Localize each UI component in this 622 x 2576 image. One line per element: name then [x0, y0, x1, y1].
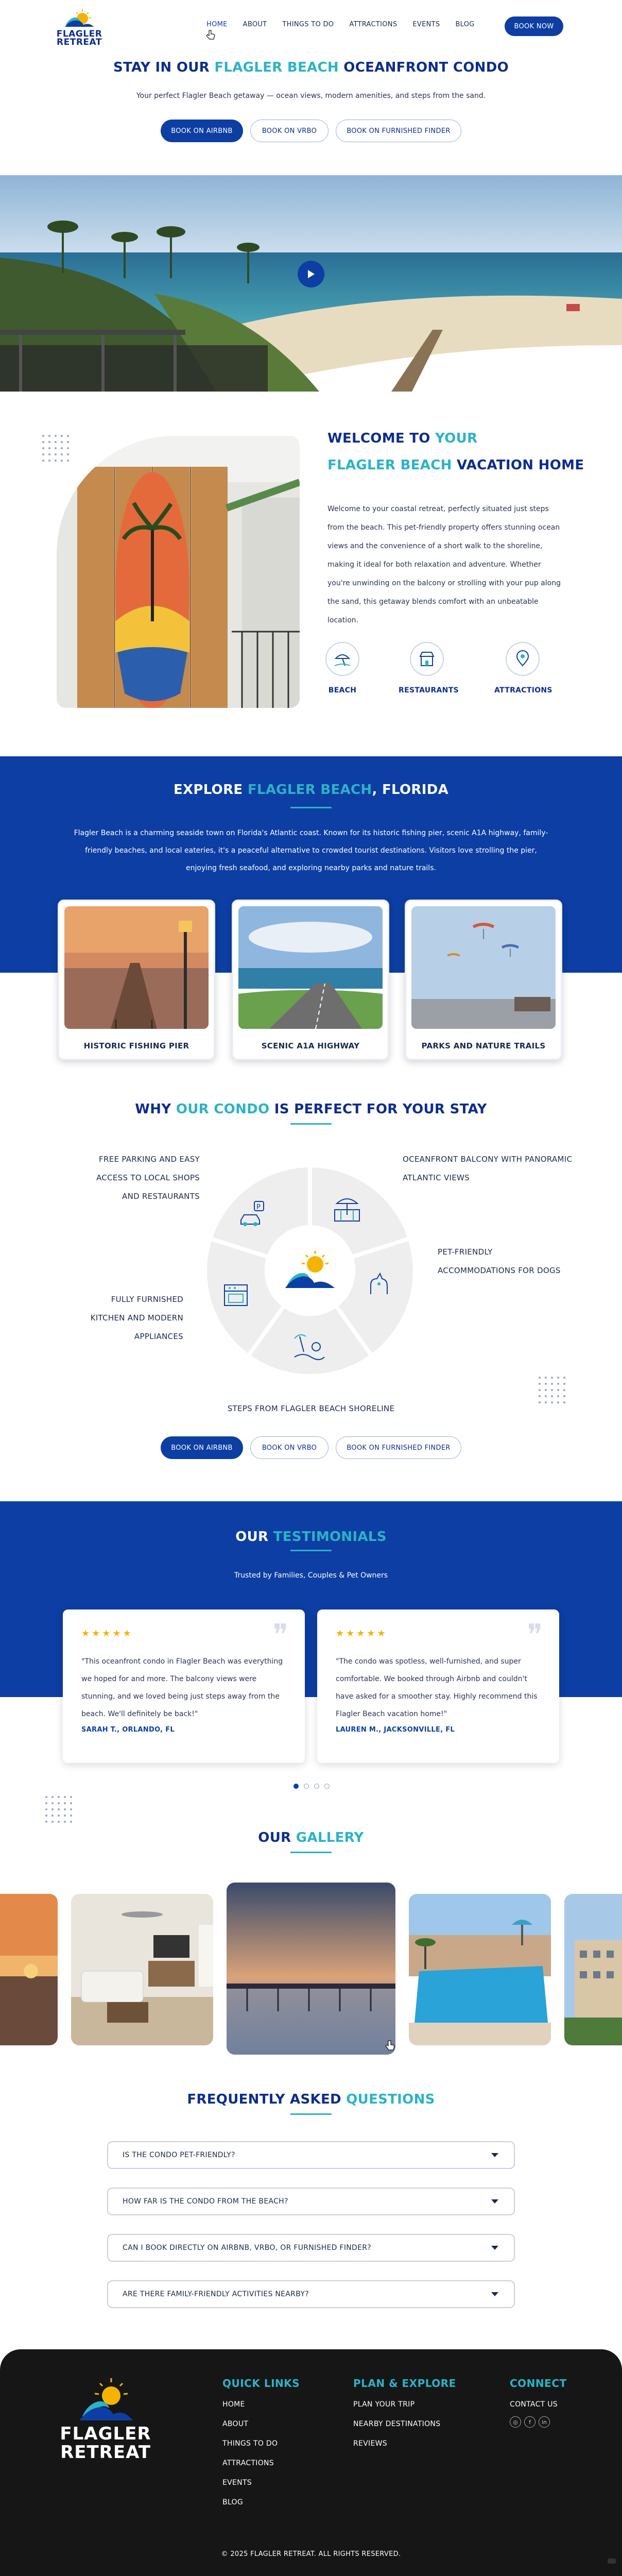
parking-car-icon: [238, 1200, 267, 1229]
logo-line-2: RETREAT: [57, 37, 102, 47]
sun-wave-center-icon: [283, 1249, 337, 1290]
testimonials-title-part-1: OUR: [235, 1529, 273, 1545]
restaurants-icon-circle: [410, 642, 444, 676]
nav-blog[interactable]: BLOG: [455, 21, 475, 28]
explore-title-part-1: EXPLORE: [173, 782, 248, 798]
footer-link-things-to-do[interactable]: THINGS TO DO: [222, 2439, 278, 2448]
testimonial-card-1: [63, 1609, 305, 1763]
gallery-image-sunset[interactable]: [0, 1894, 58, 2045]
footer-logo-line-2: RETREAT: [60, 2442, 151, 2463]
pagination-dot[interactable]: [324, 1784, 330, 1789]
why-booking-buttons: [0, 1436, 622, 1459]
why-book-airbnb-button[interactable]: BOOK ON AIRBNB: [161, 1436, 243, 1459]
card-fishing-pier[interactable]: [58, 900, 215, 1060]
fishing-pier-image: [64, 906, 209, 1029]
sunset-photo: [0, 1894, 58, 2045]
dot-pattern-decoration-3: [44, 1795, 77, 1828]
footer-link-attractions[interactable]: ATTRACTIONS: [222, 2459, 274, 2467]
rating-stars: ★★★★★: [336, 1628, 388, 1639]
beach-shoreline-icon: [292, 1331, 325, 1362]
book-airbnb-button[interactable]: BOOK ON AIRBNB: [161, 120, 243, 142]
why-title-part-2: OUR CONDO: [176, 1101, 270, 1117]
testimonial-author: SARAH T., ORLANDO, FL: [81, 1726, 175, 1734]
feature-kitchen: FULLY FURNISHED KITCHEN AND MODERN APPLIANCES: [90, 1295, 183, 1341]
gallery-image-pier-sunrise[interactable]: [227, 1883, 395, 2055]
gallery-title-underline: [290, 1852, 332, 1853]
logo-line-1: FLAGLER: [56, 29, 102, 39]
faq-title-underline: [290, 2113, 332, 2115]
facebook-icon[interactable]: f: [524, 2416, 535, 2428]
gallery-image-building[interactable]: [564, 1894, 622, 2045]
dog-icon: [365, 1269, 393, 1298]
social-links: [510, 2416, 567, 2428]
faq-question: ARE THERE FAMILY-FRIENDLY ACTIVITIES NEARBY?: [123, 2290, 309, 2298]
footer-quick-links: [222, 2377, 300, 2512]
why-title-underline: [290, 1123, 332, 1125]
site-logo[interactable]: [49, 7, 109, 46]
pagination-dot-active[interactable]: [293, 1784, 299, 1789]
hero-title: [0, 60, 622, 75]
explore-title-part-3: , FLORIDA: [372, 782, 448, 798]
sun-wave-logo-icon: [63, 7, 96, 28]
welcome-title-part-2: YOUR: [435, 431, 478, 446]
why-title-part-1: WHY: [135, 1101, 176, 1117]
pier-sunrise-photo: [227, 1883, 395, 2055]
hero-booking-buttons: [0, 120, 622, 142]
amenity-beach: [314, 642, 371, 694]
gallery-title-part-2: GALLERY: [296, 1830, 364, 1845]
amenity-attractions-label: ATTRACTIONS: [494, 686, 552, 694]
footer-logo-line-1: FLAGLER: [60, 2424, 151, 2444]
faq-title-part-1: FREQUENTLY ASKED: [187, 2092, 347, 2107]
hand-cursor-icon: [385, 2040, 395, 2052]
welcome-body: Welcome to your coastal retreat, perfectly situated just steps from the beach. This pet-friendly property offers stunning ocean views and the convenience of a short walk to the shoreline, making it ideal for both relaxation and adventure. Whether you're unwinding on the balcony or strolling with your pup along the sand, this getaway blends comfort with an unbeatable location.: [327, 505, 561, 624]
faq-question: CAN I BOOK DIRECTLY ON AIRBNB, VRBO, OR FURNISHED FINDER?: [123, 2244, 372, 2252]
linkedin-icon[interactable]: in: [539, 2416, 550, 2428]
faq-question: HOW FAR IS THE CONDO FROM THE BEACH?: [123, 2197, 288, 2206]
footer-link-home[interactable]: HOME: [222, 2400, 245, 2409]
card-parks-trails[interactable]: [405, 900, 562, 1060]
hero-title-part-1: STAY IN OUR: [113, 60, 215, 75]
main-nav: [199, 21, 482, 28]
testimonials-title: [0, 1529, 622, 1545]
footer-logo[interactable]: [51, 2375, 160, 2462]
caret-down-icon: [491, 2292, 498, 2296]
footer-link-about[interactable]: ABOUT: [222, 2420, 249, 2428]
location-pin-icon: [514, 650, 531, 668]
welcome-title-line-1: [327, 431, 477, 446]
explore-title: [0, 782, 622, 798]
amenity-attractions: [494, 642, 551, 694]
footer-link-events[interactable]: EVENTS: [222, 2479, 252, 2487]
caret-down-icon: [491, 2199, 498, 2204]
welcome-title-part-3: FLAGLER BEACH: [327, 457, 452, 473]
a1a-highway-image: [238, 906, 383, 1029]
surfboard-photo: [57, 436, 300, 708]
amenity-restaurants-label: RESTAURANTS: [399, 686, 459, 694]
card-parks-trails-label: PARKS AND NATURE TRAILS: [421, 1041, 546, 1050]
faq-item-distance[interactable]: [107, 2188, 515, 2215]
why-title: [0, 1101, 622, 1117]
feature-balcony: OCEANFRONT BALCONY WITH PANORAMIC ATLANTIC VIEWS: [403, 1155, 573, 1182]
hero-title-part-2: FLAGLER BEACH: [214, 60, 339, 75]
parks-trails-image: [411, 906, 556, 1029]
pool-photo: [409, 1894, 551, 2045]
gallery-image-pool[interactable]: [409, 1894, 551, 2045]
faq-item-booking[interactable]: [107, 2234, 515, 2262]
explore-body: Flagler Beach is a charming seaside town on Florida's Atlantic coast. Known for its historic fishing pier, scenic A1A highway, family-friendly beaches, and local eateries, it's a peaceful alternative to crowded tourist destinations. Visitors love strolling the pier, enjoying fresh seafood, and exploring nearby parks and nature trails.: [74, 829, 548, 872]
footer-link-plan-trip[interactable]: PLAN YOUR TRIP: [353, 2400, 415, 2409]
rating-stars: ★★★★★: [81, 1628, 133, 1639]
balcony-umbrella-icon: [332, 1194, 362, 1225]
faq-item-activities[interactable]: [107, 2280, 515, 2308]
gallery-title-part-1: OUR: [258, 1830, 296, 1845]
footer-link-blog[interactable]: BLOG: [222, 2498, 243, 2506]
hero-beach-image: [0, 175, 622, 392]
faq-item-pets[interactable]: [107, 2141, 515, 2169]
svg-text:P: P: [256, 1204, 261, 1211]
feature-parking: FREE PARKING AND EASY ACCESS TO LOCAL SHOPS AND RESTAURANTS: [96, 1155, 200, 1201]
hero-title-part-3: OCEANFRONT CONDO: [338, 60, 509, 75]
nav-things-to-do[interactable]: THINGS TO DO: [282, 21, 334, 28]
explore-title-underline: [290, 807, 332, 808]
testimonial-quote: "The condo was spotless, well-furnished, and super comfortable. We booked through Airbnb and couldn't have asked for a smoother stay. Highly recommend this Flagler Beach vacation home!": [336, 1657, 538, 1718]
dot-pattern-decoration: [41, 434, 74, 467]
faq-title: [0, 2092, 622, 2107]
testimonial-author: LAUREN M., JACKSONVILLE, FL: [336, 1726, 455, 1734]
testimonials-title-underline: [290, 1550, 332, 1551]
why-book-vrbo-button[interactable]: BOOK ON VRBO: [250, 1436, 329, 1459]
hero-subtitle: Your perfect Flagler Beach getaway — ocean views, modern amenities, and steps from the sand.: [136, 92, 486, 100]
fishing-pier-photo: [64, 906, 209, 1029]
testimonials-subtitle: Trusted by Families, Couples & Pet Owners: [234, 1571, 388, 1580]
nav-attractions[interactable]: ATTRACTIONS: [349, 21, 398, 28]
pagination-dot[interactable]: [314, 1784, 319, 1789]
dot-pattern-decoration-2: [538, 1376, 571, 1409]
why-book-furnished-finder-button[interactable]: BOOK ON FURNISHED FINDER: [336, 1436, 461, 1459]
amenity-beach-label: BEACH: [328, 686, 357, 694]
nav-about[interactable]: ABOUT: [243, 21, 267, 28]
beach-umbrella-icon: [334, 650, 351, 668]
scroll-to-top-badge[interactable]: [608, 2558, 616, 2564]
instagram-icon[interactable]: ◎: [510, 2416, 521, 2428]
feature-pets: PET-FRIENDLY ACCOMMODATIONS FOR DOGS: [438, 1247, 561, 1275]
pagination-dot[interactable]: [304, 1784, 309, 1789]
explore-title-part-2: FLAGLER BEACH: [247, 782, 372, 798]
plan-explore-heading: PLAN & EXPLORE: [353, 2377, 456, 2389]
quick-links-heading: QUICK LINKS: [222, 2377, 300, 2389]
testimonial-card-2: [317, 1609, 559, 1763]
nav-home[interactable]: HOME: [206, 21, 228, 28]
welcome-title-line-2: [327, 457, 584, 473]
attractions-icon-circle: [506, 642, 540, 676]
card-a1a-highway-label: SCENIC A1A HIGHWAY: [261, 1041, 360, 1050]
feature-shoreline: STEPS FROM FLAGLER BEACH SHORELINE: [227, 1404, 395, 1413]
why-title-part-3: IS PERFECT FOR YOUR STAY: [269, 1101, 487, 1117]
play-video-button[interactable]: [298, 261, 324, 287]
book-furnished-finder-button[interactable]: BOOK ON FURNISHED FINDER: [336, 120, 461, 142]
quote-mark-icon: ❞: [527, 1618, 543, 1652]
gallery-image-living-room[interactable]: [71, 1894, 213, 2045]
hand-cursor-icon: [206, 30, 215, 40]
card-a1a-highway[interactable]: [232, 900, 389, 1060]
caret-down-icon: [491, 2246, 498, 2250]
a1a-highway-photo: [238, 906, 383, 1029]
nav-events[interactable]: EVENTS: [412, 21, 440, 28]
testimonials-title-part-2: TESTIMONIALS: [273, 1529, 387, 1545]
testimonial-pagination: [293, 1784, 330, 1789]
gallery-title: [0, 1830, 622, 1845]
footer-sun-wave-logo-icon: [77, 2375, 134, 2422]
footer-connect: [510, 2377, 567, 2428]
welcome-title-part-1: WELCOME TO: [327, 431, 436, 446]
kitchen-appliance-icon: [221, 1280, 250, 1309]
book-vrbo-button[interactable]: BOOK ON VRBO: [250, 120, 329, 142]
footer-link-nearby[interactable]: NEARBY DESTINATIONS: [353, 2420, 441, 2428]
parks-trails-photo: [411, 906, 556, 1029]
connect-heading: CONNECT: [510, 2377, 567, 2389]
surfboard-image: [57, 436, 300, 708]
site-header: [0, 0, 622, 54]
caret-down-icon: [491, 2153, 498, 2157]
features-wheel: [201, 1161, 419, 1380]
footer-plan-explore: [353, 2377, 456, 2453]
faq-title-part-2: QUESTIONS: [346, 2092, 435, 2107]
beach-icon-circle: [325, 642, 359, 676]
copyright-text: © 2025 FLAGLER RETREAT. ALL RIGHTS RESERVED.: [221, 2550, 401, 2558]
building-photo: [564, 1894, 622, 2045]
footer-link-reviews[interactable]: REVIEWS: [353, 2439, 387, 2448]
welcome-title-part-4: VACATION HOME: [452, 457, 584, 473]
amenity-restaurants: [399, 642, 459, 694]
play-icon: [306, 269, 316, 279]
book-now-button[interactable]: BOOK NOW: [505, 16, 563, 36]
testimonial-quote: "This oceanfront condo in Flagler Beach was everything we hoped for and more. The balcony views were stunning, and we loved being just steps away from the beach. We'll definitely be back!": [81, 1657, 283, 1718]
faq-question: IS THE CONDO PET-FRIENDLY?: [123, 2151, 235, 2159]
footer-link-contact[interactable]: CONTACT US: [510, 2400, 558, 2409]
card-fishing-pier-label: HISTORIC FISHING PIER: [83, 1041, 189, 1050]
restaurant-storefront-icon: [418, 650, 436, 668]
quote-mark-icon: ❞: [272, 1618, 288, 1652]
living-room-photo: [71, 1894, 213, 2045]
